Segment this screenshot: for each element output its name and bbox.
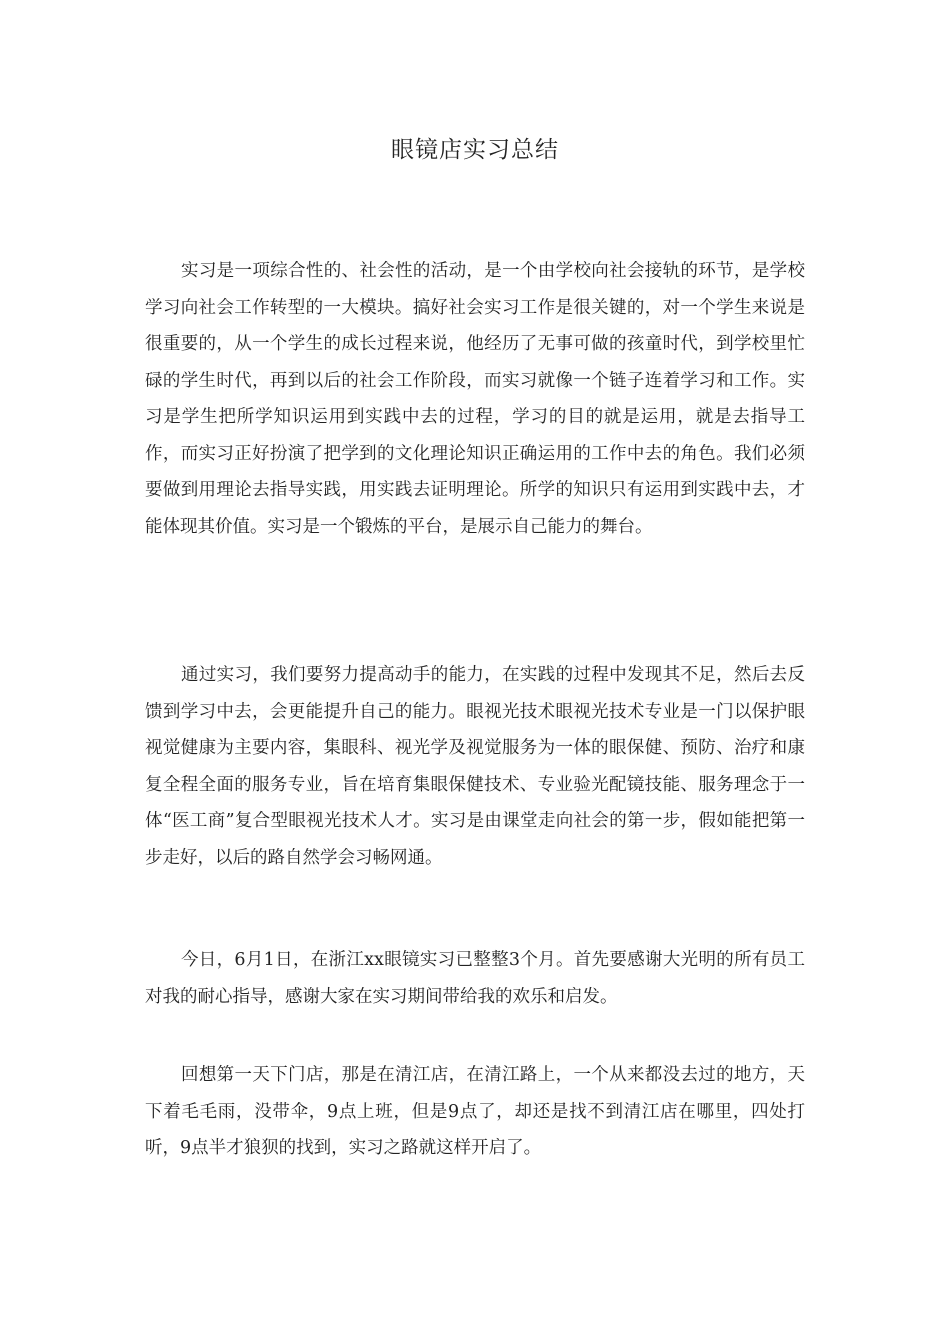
paragraph-thanks: 今日，6月1日，在浙江xx眼镜实习已整整3个月。首先要感谢大光明的所有员工对我的耐心指导，感谢大家在实习期间带给我的欢乐和启发。 <box>145 950 805 1007</box>
paragraph-first-day: 回想第一天下门店，那是在清江店，在清江路上，一个从来都没去过的地方，天下着毛毛雨，没带伞，9点上班，但是9点了，却还是找不到清江店在哪里，四处打听，9点半才狼狈的找到，实习之路就这样开启了。 <box>145 1065 805 1158</box>
paragraph-practice: 通过实习，我们要努力提高动手的能力，在实践的过程中发现其不足，然后去反馈到学习中去，会更能提升自己的能力。眼视光技术眼视光技术专业是一门以保护眼视觉健康为主要内容，集眼科、视光学及视觉服务为一体的眼保健、预防、治疗和康复全程全面的服务专业，旨在培育集眼保健技术、专业验光配镜技能、服务理念于一体“医工商”复合型眼视光技术人才。实习是由课堂走向社会的第一步，假如能把第一步走好，以后的路自然学会习畅网通。 <box>145 665 805 868</box>
paragraph-intro: 实习是一项综合性的、社会性的活动，是一个由学校向社会接轨的环节，是学校学习向社会工作转型的一大模块。搞好社会实习工作是很关键的，对一个学生来说是很重要的，从一个学生的成长过程来说，他经历了无事可做的孩童时代，到学校里忙碌的学生时代，再到以后的社会工作阶段，而实习就像一个链子连着学习和工作。实习是学生把所学知识运用到实践中去的过程，学习的目的就是运用，就是去指导工作，而实习正好扮演了把学到的文化理论知识正确运用的工作中去的角色。我们必须要做到用理论去指导实践，用实践去证明理论。所学的知识只有运用到实践中去，才能体现其价值。实习是一个锻炼的平台，是展示自己能力的舞台。 <box>145 261 805 537</box>
document-title: 眼镜店实习总结 <box>391 137 559 163</box>
